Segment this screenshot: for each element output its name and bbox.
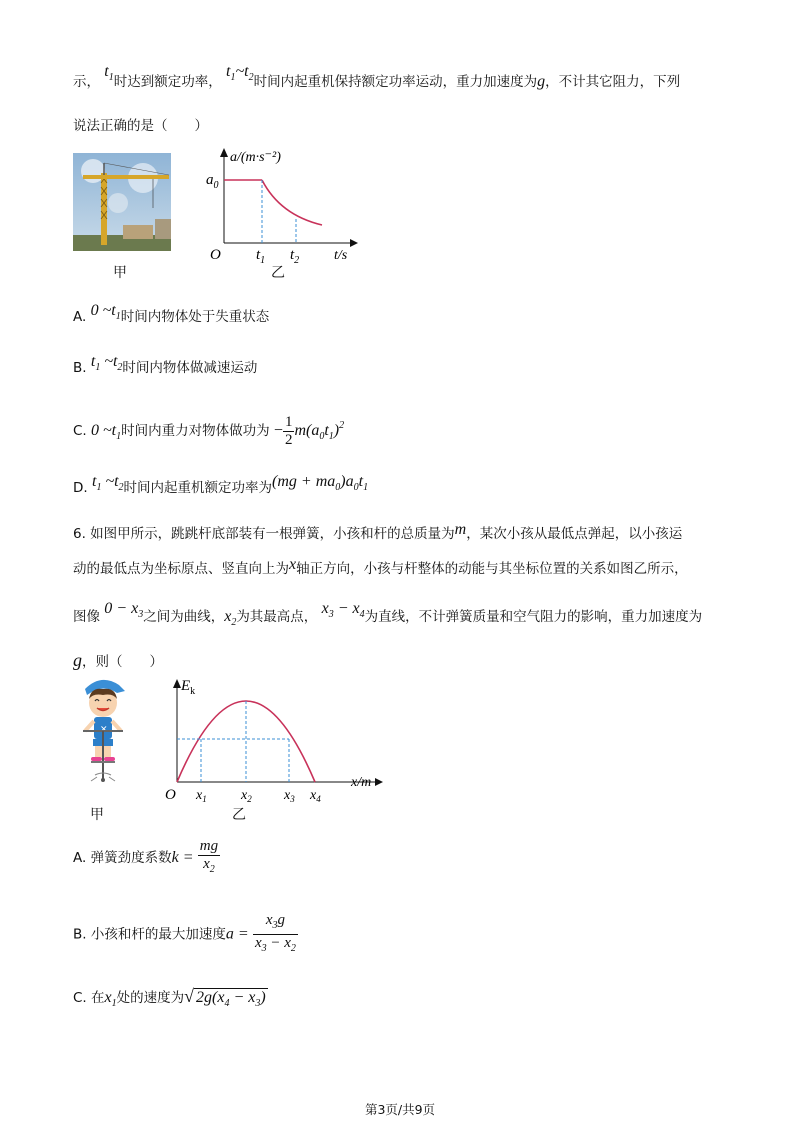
pogo-stick-child-illustration [73, 675, 133, 790]
y-axis-label: $E_k$ [181, 678, 196, 697]
y-axis-arrow-icon [173, 679, 181, 688]
fig2-caption-right: 乙 [232, 807, 246, 823]
q5-option-b: B. $t_1$ $\sim t_2$时间内物体做减速运动 [73, 353, 258, 376]
intro-text: 示， [73, 74, 100, 90]
kinetic-energy-position-graph [165, 672, 390, 807]
origin-label: O [210, 247, 221, 263]
intro-line-2: 说法正确的是（ ） [73, 118, 208, 134]
q5-option-d: D. $t_1$ $\sim t_2$时间内起重机额定功率为$(mg + ma_0)a_0t_1$ [73, 473, 369, 496]
intro-line-1 [73, 63, 681, 98]
fig2-caption-left: 甲 [90, 807, 104, 823]
q5-option-c: C. 0 $\sim t_1$时间内重力对物体做功为 − $\frac{1}{2}$ $m(a_0t_1)^2$ [73, 413, 345, 448]
x1-tick-label: $x_1$ [196, 788, 207, 804]
q6-stem-line-1: 6. 如图甲所示，跳跳杆底部装有一根弹簧，小孩和杆的总质量为m，某次小孩从最低点弹起，以小孩运 [73, 521, 683, 542]
q6-stem-line-4: g，则（ ） [73, 650, 163, 670]
q6-stem-line-3: 图像 $0 - x_3$之间为曲线，$x_2$为其最高点， $x_3 - x_4$为直线，不计弹簧质量和空气阻力的影响，重力加速度为 [73, 600, 703, 628]
origin-label: O [165, 787, 176, 803]
svg-text:✕: ✕ [100, 724, 108, 734]
math-t1: $t_1$ [104, 63, 114, 83]
q6-stem-line-2: 动的最低点为坐标原点、竖直向上为x轴正方向，小孩与杆整体的动能与其坐标位置的关系如图乙所示， [73, 556, 688, 577]
math-range: $t_1\sim t_2$ [226, 63, 254, 83]
x-axis-label: t/s [334, 248, 348, 263]
a0-label: $a_0$ [206, 172, 219, 191]
x-axis-label: x/m [351, 775, 372, 790]
intro-text: 时间内起重机保持额定功率运动，重力加速度为 [253, 74, 538, 90]
intro-text: ，不计其它阻力，下列 [545, 74, 681, 90]
q5-option-a: A. 0 $\sim t_1$时间内物体处于失重状态 [73, 302, 270, 325]
t2-label: $t_2$ [290, 247, 300, 265]
intro-text: 时达到额定功率， [113, 74, 222, 90]
t1-label: $t_1$ [256, 247, 266, 265]
x4-tick-label: $x_4$ [310, 788, 321, 804]
page-footer: 第3页/共9页 [364, 1102, 436, 1117]
x3-tick-label: $x_3$ [284, 788, 295, 804]
q6-option-b: B. 小孩和杆的最大加速度a = $\frac{x_3g}{x_3 - x_2}$ [73, 912, 296, 954]
y-axis-label: a/(m·s⁻²) [230, 150, 281, 165]
crane-photo [73, 153, 171, 251]
x2-tick-label: $x_2$ [241, 788, 252, 804]
acceleration-time-graph [200, 145, 360, 265]
fig1-caption-left: 甲 [113, 265, 127, 281]
y-axis-arrow-icon [220, 148, 228, 157]
fig1-caption-right: 乙 [271, 265, 285, 281]
q6-option-a: A. 弹簧劲度系数k = $\frac{mg}{x_2}$ [73, 838, 219, 875]
q6-option-c: C. 在$x_1$处的速度为√ $2g(x_4 - x_3)$ [73, 986, 266, 1009]
x-axis-arrow-icon [375, 778, 383, 786]
x-axis-arrow-icon [350, 239, 358, 247]
math-g: g [537, 73, 546, 90]
decreasing-acceleration-curve [262, 180, 322, 225]
